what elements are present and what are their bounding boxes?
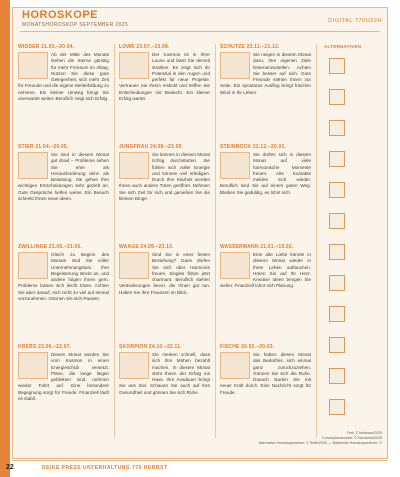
sign-waage [119, 244, 210, 340]
alternative-sign-icon [329, 120, 345, 136]
sign-title: SCHÜTZE 23.11.–21.12. [220, 44, 280, 50]
ram-image [18, 52, 48, 79]
fish-image [220, 352, 250, 379]
alternative-sign-icon [329, 58, 345, 74]
alternative-sign-icon [329, 275, 345, 291]
column-divider [316, 44, 317, 438]
credit-line: Text: © Infoteam/2025 [346, 431, 382, 435]
water-bearer-image [220, 252, 250, 279]
alternative-sign-icon [329, 244, 345, 260]
page-title: HOROSKOPE [22, 9, 99, 21]
column-3 [220, 44, 311, 438]
column-divider [215, 44, 216, 438]
column-divider [114, 44, 115, 438]
page-subtitle: MONATSHOROSKOP SEPTEMBER 2025 [22, 22, 129, 28]
sign-title: STIER 21.04.–20.05. [18, 144, 69, 150]
sign-title: WASSERMANN 21.01.–19.02. [220, 244, 294, 250]
sign-title: SKORPION 24.10.–22.11. [119, 344, 182, 350]
sign-krebs [18, 344, 109, 440]
sign-text: Sie merken schnell, dass sich Ihre Mühen bezahlt machen. In diesem Monat steht Ihnen der Erfolg ins Haus. Ihre Ausdauer bringt Sie ans Ziel. Schauen Sie auch auf Ihre Gesundheit und gönnen Sie sich Ruhe. [119, 352, 210, 395]
sign-title: WIDDER 21.03.–20.04. [18, 44, 75, 50]
alternatives-title: ALTERNATIVEN [324, 44, 362, 49]
alternative-sign-icon [329, 182, 345, 198]
sign-text: Der Kosmos ist in Ihrer Laune und lässt Sie derzeit strahlen. Es zeigt sich ihr Potenzial in den Augen und perfekt für neue Projekte. Vertrauen Sie Ihrem Instinkt und treffen Sie Entscheidungen mit Bedacht. Ein kleiner Erfolg wartet. [119, 52, 210, 102]
sign-title: FISCHE 20.02.–20.03. [220, 344, 275, 350]
sign-skorpion [119, 344, 210, 440]
sign-schuetze [220, 44, 311, 140]
sign-widder [18, 44, 109, 140]
sign-zwillinge [18, 244, 109, 340]
header-divider [20, 31, 380, 32]
sign-text: Sie neigen in diesem Monat dazu, Ihre eigenen Ziele hintenanzustellen. Achten Sie besser auf sich. Gute Freunde stehen Ihnen zur Seite. Ein spontaner Ausflug bringt frischen Wind in Ihr Leben. [220, 52, 311, 95]
bull-image [18, 152, 48, 179]
column-1 [18, 44, 109, 438]
alternative-sign-icon [329, 399, 345, 415]
twins-image [18, 252, 48, 279]
goat-image [220, 152, 250, 179]
sign-text: Ab der Mitte des Monats stehen die Sterne günstig für mehr Freiraum im Alltag. Nutzen Sie diese gute Gelegenheit, sich mehr Zeit für Freunde und die eigene Weiterbildung zu nehmen. Ein kleiner Umweg bringt Sie unerwartet weiter. Beruflich zeigt sich Erfolg. [18, 52, 109, 102]
footer-brand: DEIKE PRESS UNTERHALTUNG 770 HERBST [42, 465, 168, 471]
sign-text: Sie sind in diesem Monat gut drauf – Probleme sehen Sie eher als Herausforderung denn als Belastung. Sie gehen Ihre wichtigen Entscheidungen sehr gezielt an. Gute Gespräche helfen weiter. Ein Besuch schenkt Ihnen neue Ideen. [18, 152, 109, 202]
archer-image [220, 52, 250, 79]
column-2 [119, 44, 210, 438]
page-edge-bar [0, 0, 10, 477]
scales-image [119, 252, 149, 279]
sign-stier [18, 144, 109, 240]
sign-text: Eine alte Liebe könnte in diesem Monat wieder in Ihren Leben auftauchen. Hören Sie auf Ihr Herz. Kreative Ideen bringen Sie weiter. Finanziell lohnt sich Planung. [220, 252, 311, 289]
alternative-sign-icon [329, 306, 345, 322]
sign-text: Gleich zu Beginn des Monats sind Sie voller Unternehmungslust. Ihre Begeisterung steckt an, und andere folgen Ihnen gern. Probleme lassen sich leicht lösen. Achten Sie aber darauf, sich nicht zu viel auf einmal vorzunehmen. Gönnen Sie sich Pausen. [18, 252, 109, 302]
sign-title: STEINBOCK 22.12.–20.01. [220, 144, 287, 150]
lion-image [119, 52, 149, 79]
alternative-sign-icon [329, 213, 345, 229]
sign-text: Sie dürfen sich in diesem Monat auf viele harmonische Momente freuen. Alte Kontakte melden sich wieder. Beruflich sind Sie auf einem guten Weg. Bleiben Sie geduldig, es lohnt sich. [220, 152, 311, 195]
sign-title: WAAGE 24.09.–23.10. [119, 244, 174, 250]
sign-text: Sind Sie in einer festen Beziehung? Dann dürfen Sie sich über Harmonie freuen. Singles flirten jetzt charmant. Beruflich stehen Veränderungen bevor, die Ihnen gut tun. Halten Sie Ihre Finanzen im Blick. [119, 252, 210, 295]
alternative-sign-icon [329, 368, 345, 384]
sign-wassermann [220, 244, 311, 340]
footer-divider [12, 460, 388, 461]
sign-jungfrau [119, 144, 210, 240]
credit-line: Alternative Horoskopzeichen: © Seite/2025 — Bildrechte Horoskopzeichen: © [258, 441, 382, 445]
alternative-sign-icon [329, 89, 345, 105]
scorpion-image [119, 352, 149, 379]
digital-code: DIGITAL 770U22H [328, 18, 382, 24]
sign-text: Sie können in diesem Monat richtig durchstarten. Sie fühlen sich voller Energie und können viel erledigen. Durch Ihre Klarheit werden Ihnen auch andere Türen geöffnet. Nehmen Sie sich Zeit für sich und genießen Sie die kleinen Dinge. [119, 152, 210, 202]
credits [258, 431, 382, 446]
virgin-image [119, 152, 149, 179]
sign-title: KREBS 22.06.–22.07. [18, 344, 72, 350]
alternative-sign-icon [329, 337, 345, 353]
sign-title: LÖWE 23.07.–23.08. [119, 44, 170, 50]
crab-image [18, 352, 48, 379]
alternative-sign-icon [329, 151, 345, 167]
sign-steinbock [220, 144, 311, 240]
page-number: 22 [6, 464, 14, 471]
sign-title: JUNGFRAU 24.08.–23.09. [119, 144, 184, 150]
credit-line: Konzeptionsrechte: © Horizontal2025 [322, 436, 382, 440]
sign-fische [220, 344, 311, 440]
sign-title: ZWILLINGE 21.05.–21.06. [18, 244, 83, 250]
sign-text: Diesen Monat werden Sie vom Kosmos in einen Energieschub versetzt. Pläne, die lange liegen geblieben sind, nehmen wieder Fahrt auf. Eine besondere Begegnung sorgt für Freude. Finanziell läuft es stabil. [18, 352, 109, 402]
sign-loewe [119, 44, 210, 140]
sign-text: Sie haben diesen Monat das Bedürfnis, sich einmal ganz zurückzuziehen. Gönnen Sie sich die Ruhe. Danach starten Sie mit neuer Kraft durch. Eine Nachricht sorgt für Freude. [220, 352, 311, 395]
